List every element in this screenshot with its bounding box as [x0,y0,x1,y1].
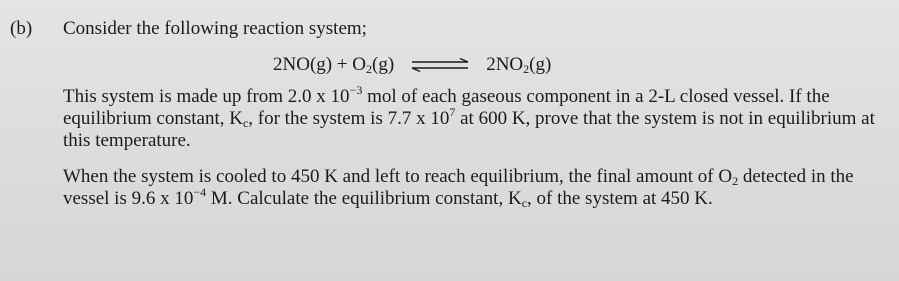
chemical-equation [273,54,888,76]
equilibrium-arrow-icon [408,58,472,72]
paragraph-equilibrium-check: This system is made up from 2.0 x $10^{-3}$ mol of each gaseous component in a 2-L closed vessel. If the equilibrium constant, $K_c$, for the system is 7.7 x $10^7$ at 600 K, prove that the system is not in equilibrium at this temperature. [63,83,875,151]
equation-reactants: $2NO(g) + O_2(g)$ [273,54,395,76]
question-body [63,18,888,224]
paragraph-calculate-kc: When the system is cooled to 450 K and left to reach equilibrium, the final amount of $O_2$ detected in the vessel is 9.6 x $10^{-4}$ M. Calculate the equilibrium constant, $K_c$, of the system at 450 K. [63,166,854,210]
intro-text: Consider the following reaction system; [63,18,367,39]
equation-products: $2NO_2(g)$ [486,54,552,76]
question-label: (b) [10,18,33,39]
